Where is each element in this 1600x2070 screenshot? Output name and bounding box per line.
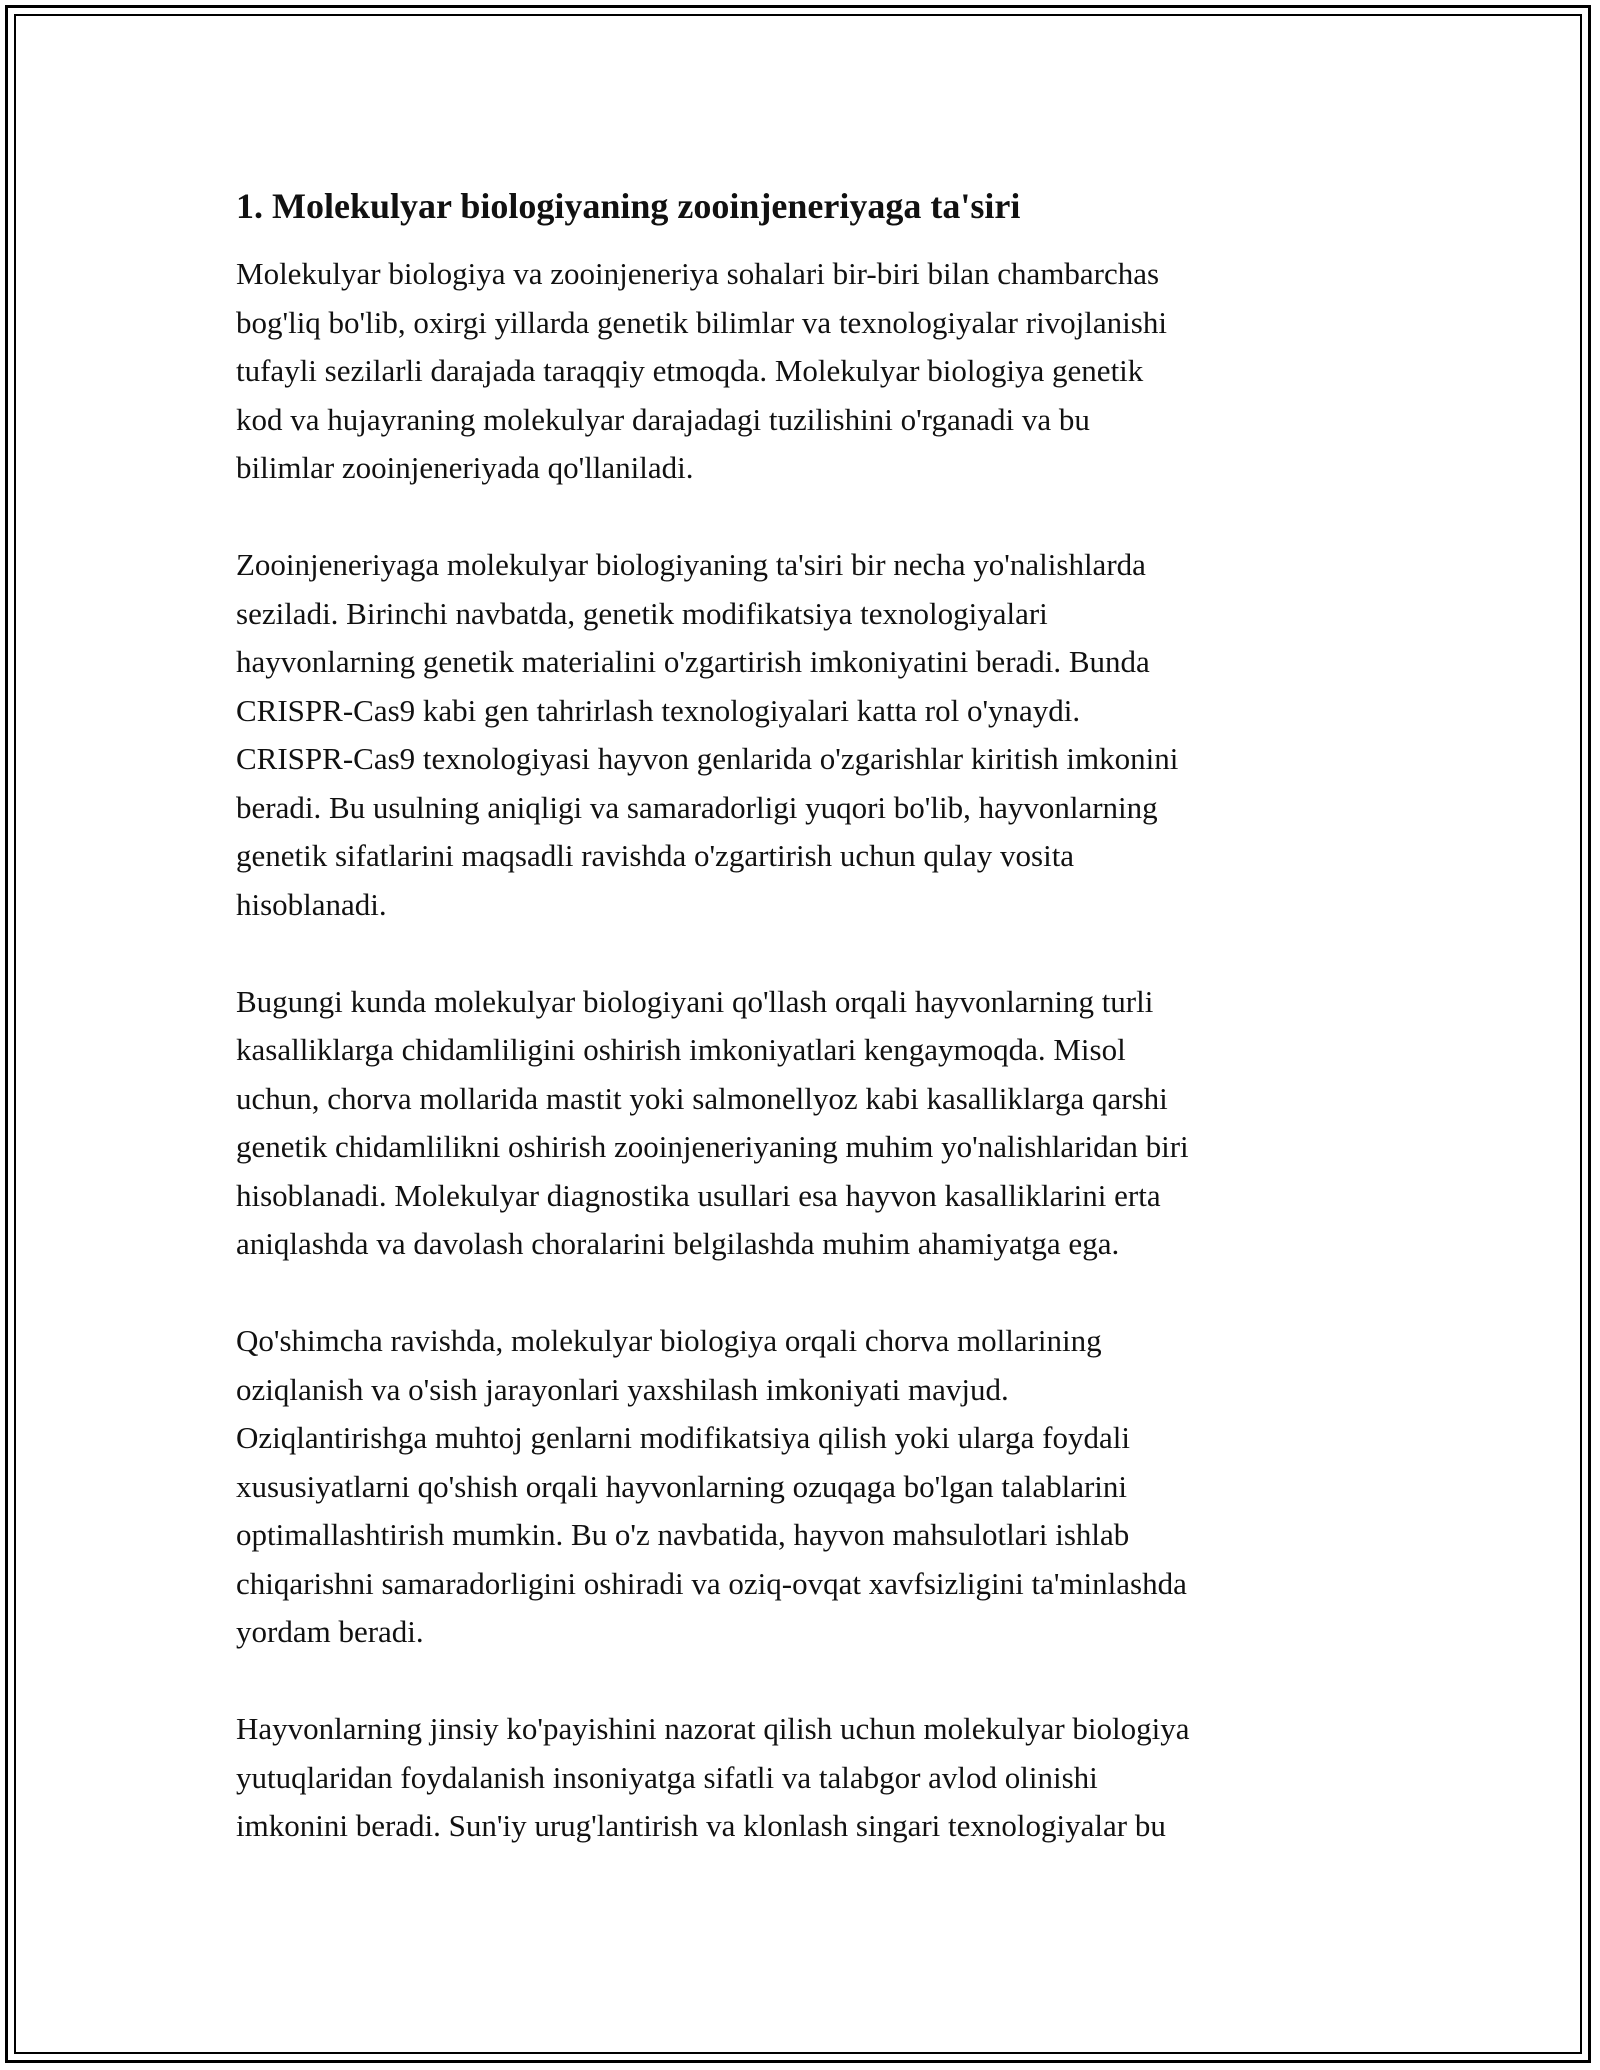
text-line: Qo'shimcha ravishda, molekulyar biologiya orqali chorva mollarining bbox=[236, 1323, 1102, 1358]
document-body bbox=[236, 182, 1376, 1899]
paragraph-1 bbox=[236, 250, 1376, 493]
text-line: seziladi. Birinchi navbatda, genetik modifikatsiya texnologiyalari bbox=[236, 595, 1048, 631]
text-line: imkonini beradi. Sun'iy urug'lantirish va klonlash singari texnologiyalar bu bbox=[236, 1808, 1166, 1843]
text-line: bog'liq bo'lib, oxirgi yillarda genetik bilimlar va texnologiyalar rivojlanishi bbox=[236, 304, 1167, 340]
text-line: kod va hujayraning molekulyar darajadagi tuzilishini o'rganadi va bu bbox=[236, 401, 1090, 437]
paragraph-3 bbox=[236, 978, 1376, 1269]
text-line: hisoblanadi. bbox=[236, 886, 387, 922]
text-line: optimallashtirish mumkin. Bu o'z navbatida, hayvon mahsulotlari ishlab bbox=[236, 1517, 1130, 1552]
text-line: Bugungi kunda molekulyar biologiyani qo'llash orqali hayvonlarning turli bbox=[236, 983, 1154, 1019]
text-line: Zooinjeneriyaga molekulyar biologiyaning ta'siri bir necha yo'nalishlarda bbox=[236, 547, 1146, 582]
text-line: hisoblanadi. Molekulyar diagnostika usullari esa hayvon kasalliklarini erta bbox=[236, 1177, 1161, 1213]
text-line: CRISPR-Cas9 kabi gen tahrirlash texnologiyalari katta rol o'ynaydi. bbox=[236, 692, 1081, 728]
text-line: xususiyatlarni qo'shish orqali hayvonlarning ozuqaga bo'lgan talablarini bbox=[236, 1468, 1128, 1504]
text-line: beradi. Bu usulning aniqligi va samaradorligi yuqori bo'lib, hayvonlarning bbox=[236, 789, 1158, 825]
text-line: bilimlar zooinjeneriyada qo'llaniladi. bbox=[236, 450, 694, 485]
text-line: hayvonlarning genetik materialini o'zgartirish imkoniyatini beradi. Bunda bbox=[236, 644, 1150, 679]
paragraph-4 bbox=[236, 1317, 1376, 1657]
text-line: genetik chidamlilikni oshirish zooinjeneriyaning muhim yo'nalishlaridan biri bbox=[236, 1129, 1189, 1164]
text-line: oziqlanish va o'sish jarayonlari yaxshilash imkoniyati mavjud. bbox=[236, 1371, 1009, 1407]
text-line: yutuqlaridan foydalanish insoniyatga sifatli va talabgor avlod olinishi bbox=[236, 1759, 1098, 1795]
text-line: chiqarishni samaradorligini oshiradi va oziq-ovqat xavfsizligini ta'minlashda bbox=[236, 1565, 1187, 1601]
text-line: aniqlashda va davolash choralarini belgilashda muhim ahamiyatga ega. bbox=[236, 1226, 1120, 1261]
text-line: genetik sifatlarini maqsadli ravishda o'zgartirish uchun qulay vosita bbox=[236, 838, 1075, 873]
text-line: Oziqlantirishga muhtoj genlarni modifikatsiya qilish yoki ularga foydali bbox=[236, 1420, 1130, 1455]
paragraph-2 bbox=[236, 541, 1376, 929]
text-line: Molekulyar biologiya va zooinjeneriya sohalari bir-biri bilan chambarchas bbox=[236, 256, 1160, 291]
text-line: Hayvonlarning jinsiy ko'payishini nazorat qilish uchun molekulyar biologiya bbox=[236, 1711, 1190, 1746]
text-line: kasalliklarga chidamliligini oshirish imkoniyatlari kengaymoqda. Misol bbox=[236, 1032, 1126, 1067]
text-line: CRISPR-Cas9 texnologiyasi hayvon genlarida o'zgarishlar kiritish imkonini bbox=[236, 741, 1179, 776]
text-line: uchun, chorva mollarida mastit yoki salmonellyoz kabi kasalliklarga qarshi bbox=[236, 1080, 1168, 1116]
text-line: yordam beradi. bbox=[236, 1614, 424, 1649]
section-heading: 1. Molekulyar biologiyaning zooinjeneriyaga ta'siri bbox=[236, 186, 1021, 226]
text-line: tufayli sezilarli darajada taraqqiy etmoqda. Molekulyar biologiya genetik bbox=[236, 353, 1144, 388]
paragraph-5 bbox=[236, 1705, 1376, 1851]
